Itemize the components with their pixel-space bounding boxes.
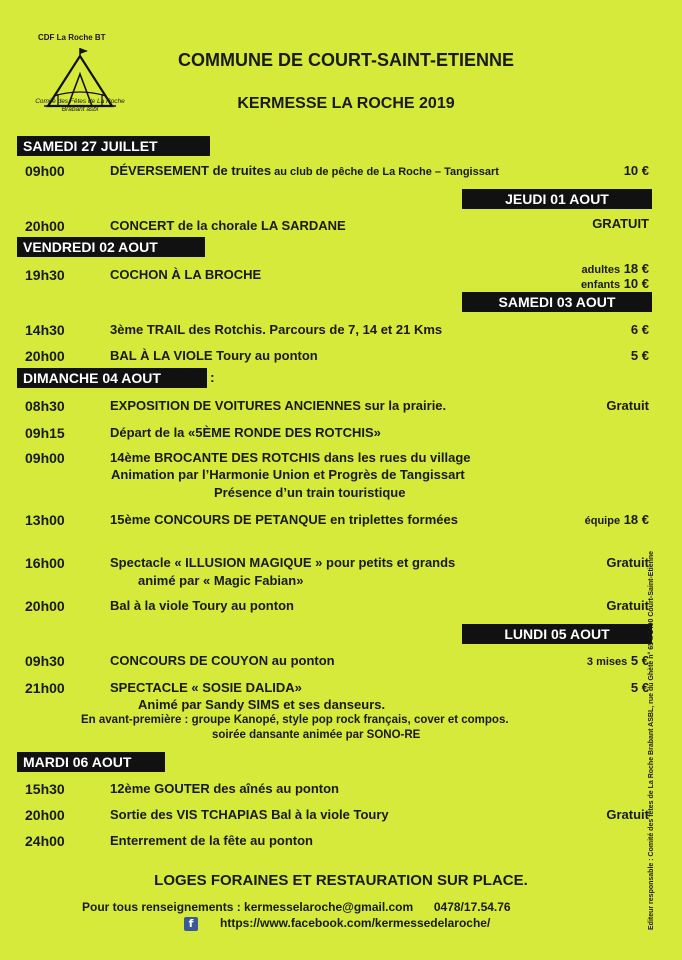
logo-caption: Comité des Fêtes de La Roche Brabant asbl xyxy=(35,98,125,113)
event-title-main: DÉVERSEMENT de truites xyxy=(110,163,272,178)
event-price: Gratuit xyxy=(606,807,649,822)
event-title: SPECTACLE « SOSIE DALIDA» xyxy=(110,680,302,695)
event-price xyxy=(585,512,649,527)
event-title: 14ème BROCANTE DES ROTCHIS dans les rues du village xyxy=(110,450,471,465)
event-time: 20h00 xyxy=(25,348,65,364)
day-banner-ven02: VENDREDI 02 AOUT xyxy=(17,237,205,257)
event-price: 5 € xyxy=(630,348,649,363)
event-detail: au club de pêche de La Roche – Tangissart xyxy=(271,166,499,178)
event-title: 15ème CONCOURS DE PETANQUE en triplettes formées xyxy=(110,512,458,527)
event-price xyxy=(587,653,649,668)
event-time: 09h00 xyxy=(25,163,65,179)
event-title: COCHON À LA BROCHE xyxy=(110,267,262,282)
email-link[interactable]: kermesselaroche@gmail.com xyxy=(244,900,414,914)
day-banner-jeu01: JEUDI 01 AOUT xyxy=(462,189,652,209)
event-title: Bal à la viole Toury au ponton xyxy=(110,598,294,613)
price-label-enfants: enfants xyxy=(580,279,621,291)
facebook-link[interactable]: https://www.facebook.com/kermessedelaroche/ xyxy=(220,916,491,930)
event-title: BAL À LA VIOLE Toury au ponton xyxy=(110,348,318,363)
event-time: 20h00 xyxy=(25,598,65,614)
event-time: 09h15 xyxy=(25,425,65,441)
phone-number: 0478/17.54.76 xyxy=(433,900,511,914)
footer-loges: LOGES FORAINES ET RESTAURATION SUR PLACE. xyxy=(154,872,528,889)
event-line: animé par « Magic Fabian» xyxy=(138,573,304,588)
event-time: 20h00 xyxy=(25,218,65,234)
event-title: 12ème GOUTER des aînés au ponton xyxy=(110,781,339,796)
event-title: CONCERT de la chorale LA SARDANE xyxy=(110,218,346,233)
event-price: 5 € xyxy=(630,680,649,695)
day-banner-mar06: MARDI 06 AOUT xyxy=(17,752,165,772)
event-time: 15h30 xyxy=(25,781,65,797)
publisher-note: Editeur responsable : Comité des fêtes de La Roche Brabant ASBL, rue du Ghète n° 65 à 1490 Court-Saint-Etienne xyxy=(648,550,655,930)
event-price xyxy=(581,262,649,292)
price-equipe: 18 € xyxy=(623,512,649,527)
event-price: Gratuit xyxy=(606,598,649,613)
event-time: 21h00 xyxy=(25,680,65,696)
event-title xyxy=(110,163,499,178)
event-time: 16h00 xyxy=(25,555,65,571)
event-time: 13h00 xyxy=(25,512,65,528)
event-title: Spectacle « ILLUSION MAGIQUE » pour petits et grands xyxy=(110,555,456,570)
event-line: Présence d’un train touristique xyxy=(214,485,406,500)
event-line: soirée dansante animée par SONO-RE xyxy=(212,729,421,741)
page-title: COMMUNE DE COURT-SAINT-ETIENNE xyxy=(177,50,514,70)
event-price: 6 € xyxy=(630,322,649,337)
event-title: Enterrement de la fête au ponton xyxy=(110,833,313,848)
event-title: Sortie des VIS TCHAPIAS Bal à la viole Toury xyxy=(110,807,389,822)
event-title: 3ème TRAIL des Rotchis. Parcours de 7, 14 et 21 Kms xyxy=(110,322,443,337)
event-title: CONCOURS DE COUYON au ponton xyxy=(110,653,335,668)
event-time: 08h30 xyxy=(25,398,65,414)
day-banner-sam27: SAMEDI 27 JUILLET xyxy=(17,136,210,156)
day-banner-dim04: DIMANCHE 04 AOUT xyxy=(17,368,207,388)
event-time: 24h00 xyxy=(25,833,65,849)
event-time: 20h00 xyxy=(25,807,65,823)
event-time: 19h30 xyxy=(25,267,65,283)
event-price: 10 € xyxy=(623,163,649,178)
price-label-mises: 3 mises xyxy=(586,656,628,668)
price-mises: 5 € xyxy=(630,653,649,668)
event-line: En avant-première : groupe Kanopé, style pop rock français, cover et compos. xyxy=(81,714,509,726)
day-banner-sam03: SAMEDI 03 AOUT xyxy=(462,292,652,312)
day-banner-colon: : xyxy=(210,369,215,385)
logo-top-text: CDF La Roche BT xyxy=(38,33,106,42)
price-label-equipe: équipe xyxy=(584,515,621,527)
info-label: Pour tous renseignements : xyxy=(82,900,241,914)
event-time: 14h30 xyxy=(25,322,65,338)
event-time: 09h00 xyxy=(25,450,65,466)
event-price: Gratuit xyxy=(606,398,649,413)
event-time: 09h30 xyxy=(25,653,65,669)
price-label-adultes: adultes xyxy=(581,264,621,276)
event-title: EXPOSITION DE VOITURES ANCIENNES sur la prairie. xyxy=(110,398,447,413)
event-line: Animation par l’Harmonie Union et Progrès de Tangissart xyxy=(111,467,465,482)
event-title: Départ de la «5ÈME RONDE DES ROTCHIS» xyxy=(110,425,381,440)
page-subtitle: KERMESSE LA ROCHE 2019 xyxy=(237,95,455,112)
price-adultes: 18 € xyxy=(623,261,649,276)
event-price: GRATUIT xyxy=(592,216,649,231)
event-line: Animé par Sandy SIMS et ses danseurs. xyxy=(138,697,386,712)
event-price: Gratuit xyxy=(606,555,649,570)
facebook-row xyxy=(186,916,490,930)
price-enfants: 10 € xyxy=(623,276,649,291)
contact-info xyxy=(82,900,511,914)
day-banner-lun05: LUNDI 05 AOUT xyxy=(462,624,652,644)
facebook-icon[interactable]: f xyxy=(184,917,198,931)
